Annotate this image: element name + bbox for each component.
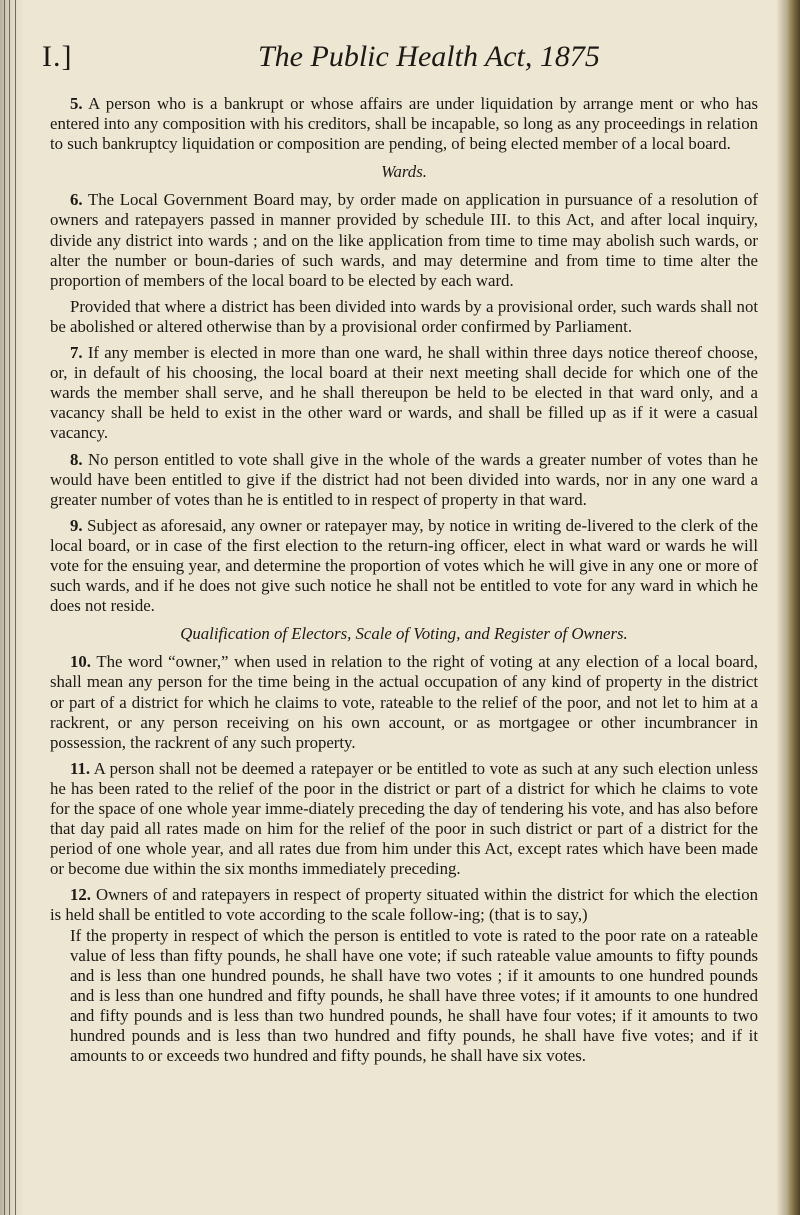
- body-text: [50, 94, 758, 1066]
- section-6-proviso: Provided that where a district has been divided into wards by a provisional order, such wards shall not be abolished or altered otherwise than by a provisional order confirmed by Parliament.: [50, 296, 758, 336]
- gutter-line: [9, 0, 10, 1215]
- section-11: 11. A person shall not be deemed a ratepayer or be entitled to vote as such at any such election unless he has been rated to the relief of the poor in the district or part of a district for which he claims to vote for the space of one whole year imme-diately preceding the day of tendering his vote, and has also before that day paid all rates made on him for the relief of the poor in such district or part of a district for the period of one whole year, and all rates due from him under this Act, except rates which have been made or become due within the six months immediately preceding.: [50, 758, 758, 879]
- page-edge-shadow: [776, 0, 800, 1215]
- heading-wards: Wards.: [381, 162, 427, 182]
- section-5: 5. A person who is a bankrupt or whose affairs are under liquidation by arrange ment or who has entered into any composition with his creditors, shall be incapable, so long as any proceedings in relation to such bankruptcy liquidation or composition are pending, of being elected member of a local board.: [50, 94, 758, 154]
- section-8: 8. No person entitled to vote shall give in the whole of the wards a greater number of votes than he would have been entitled to give if the district had not been divided into wards, nor in any one ward a greater number of votes than he is entitled to in respect of property in that ward.: [50, 449, 758, 509]
- running-title: The Public Health Act, 1875: [258, 40, 600, 73]
- section-12: 12. Owners of and ratepayers in respect of property situated within the district for which the election is held shall be entitled to vote according to the scale follow-ing; (that is to say,): [50, 885, 758, 925]
- gutter-line: [15, 0, 16, 1215]
- book-page: [42, 34, 758, 1066]
- chapter-marker: I.]: [42, 40, 73, 73]
- section-9: 9. Subject as aforesaid, any owner or ratepayer may, by notice in writing de-livered to the clerk of the local board, or in case of the first election to the return-ing officer, elect in what ward or wards he will vote for the ensuing year, and determine the proportion of votes which he will give in any one or more of such wards, and if he does not give such notice he shall not be entitled to vote for any ward in which he does not reside.: [50, 515, 758, 616]
- binding-gutter: [0, 0, 24, 1215]
- page-header: [42, 34, 758, 94]
- section-7: 7. If any member is elected in more than one ward, he shall within three days notice thereof choose, or, in default of his choosing, the local board at their next meeting shall decide for which one of the wards the member shall serve, and he shall thereupon be held to be elected in that ward only, and a vacancy shall be held to exist in the other ward or wards, and shall be filled up as if it were a casual vacancy.: [50, 343, 758, 443]
- heading-qualification: Qualification of Electors, Scale of Voting, and Register of Owners.: [180, 624, 628, 644]
- gutter-line: [4, 0, 5, 1215]
- section-12-scale: If the property in respect of which the person is entitled to vote is rated to the poor rate on a rateable value of less than fifty pounds, he shall have one vote; if such rateable value amounts to fifty pounds and is less than one hundred pounds, he shall have two votes ; if it amounts to one hundred pounds and is less than one hundred and fifty pounds, he shall have three votes; if it amounts to one hundred and fifty pounds and is less than two hundred pounds, he shall have four votes; if it amounts to two hundred pounds and is less than two hundred and fifty pounds, he shall have five votes; and if it amounts to or exceeds two hundred and fifty pounds, he shall have six votes.: [70, 925, 758, 1066]
- section-10: 10. The word “owner,” when used in relation to the right of voting at any election of a local board, shall mean any person for the time being in the actual occupation of any kind of property in the district or part of a district for which he claims to vote, rateable to the relief of the poor, and not let to him at a rackrent, or any person receiving on his own account, or as mortgagee or other incumbrancer in possession, the rackrent of any such property.: [50, 652, 758, 752]
- section-6: 6. The Local Government Board may, by order made on application in pursuance of a resolution of owners and ratepayers passed in manner provided by schedule III. to this Act, and after local inquiry, divide any district into wards ; and on the like application from time to time may abolish such wards, or alter the number or boun-daries of such wards, and may determine and from time to time alter the proportion of members of the local board to be elected by each ward.: [50, 190, 758, 290]
